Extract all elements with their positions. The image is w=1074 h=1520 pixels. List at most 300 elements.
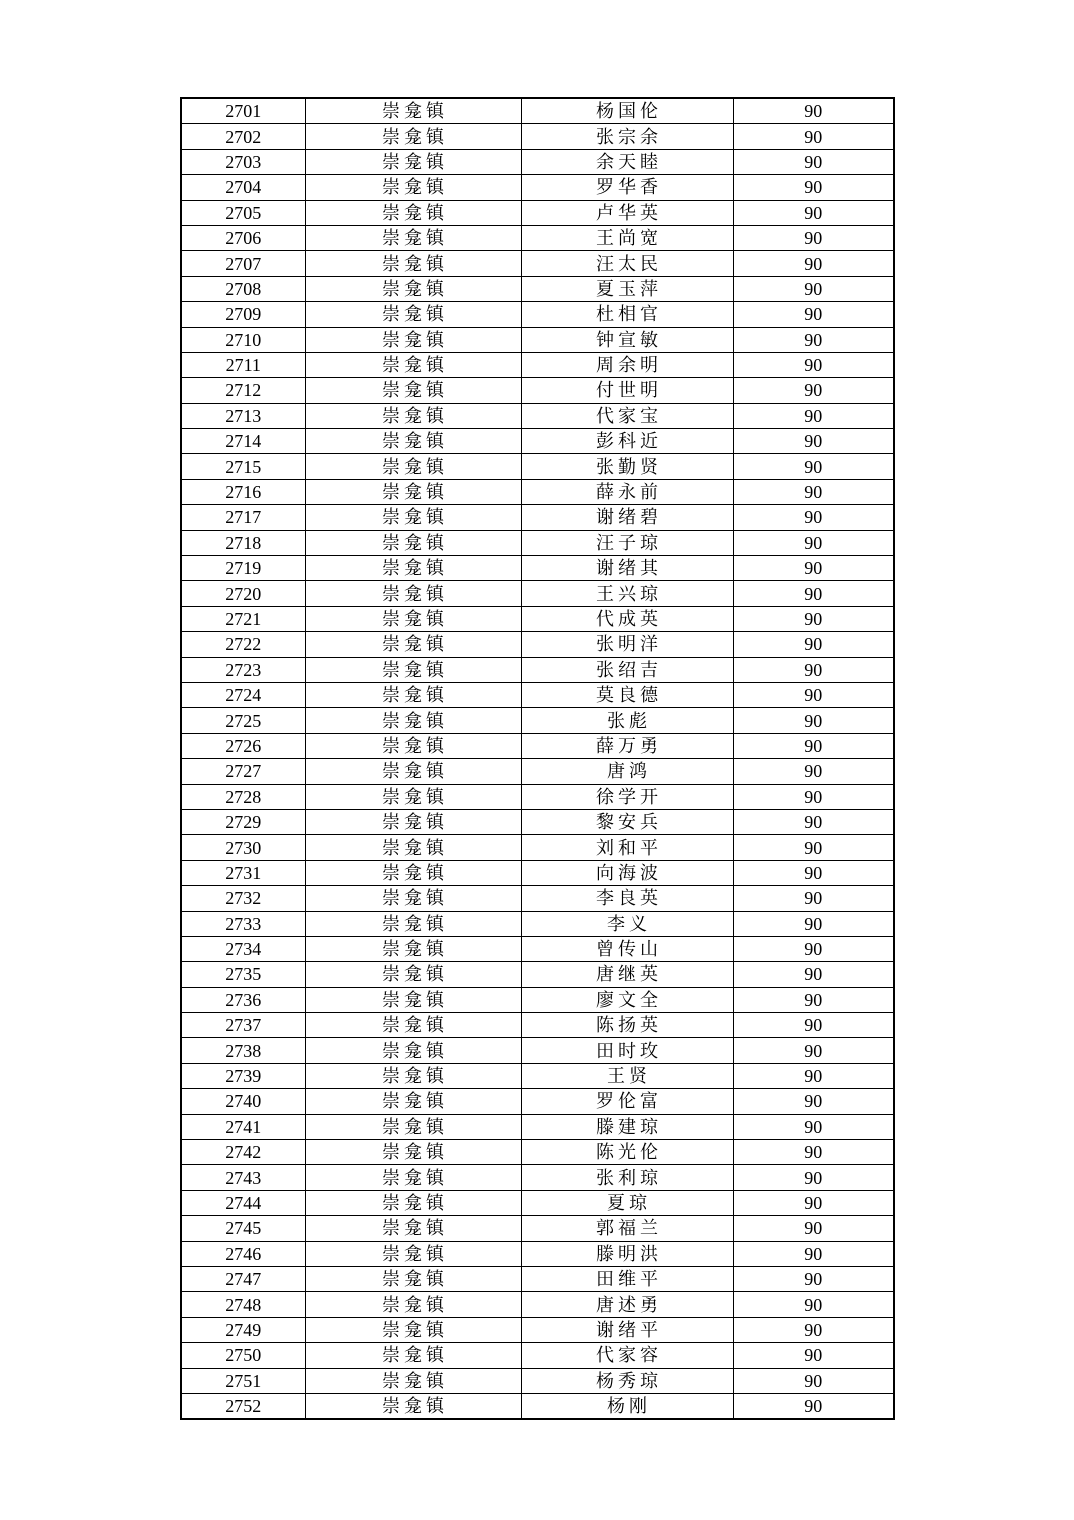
cell-name	[521, 530, 733, 555]
cell-town-text: 崇龛镇	[382, 989, 448, 1010]
cell-name-text: 王兴琼	[596, 583, 662, 604]
cell-town	[305, 835, 521, 860]
cell-number	[181, 403, 305, 428]
cell-name-text: 谢绪碧	[596, 507, 662, 528]
cell-name-text: 唐述勇	[596, 1294, 662, 1315]
cell-town	[305, 225, 521, 250]
cell-amount	[733, 149, 894, 174]
cell-number	[181, 505, 305, 530]
cell-name	[521, 632, 733, 657]
cell-amount-text: 90	[804, 1116, 823, 1137]
cell-amount-text: 90	[804, 228, 823, 249]
cell-name-text: 付世明	[596, 380, 662, 401]
cell-name-text: 代家容	[596, 1345, 662, 1366]
cell-amount-text: 90	[804, 126, 823, 147]
cell-name	[521, 1063, 733, 1088]
cell-name-text: 向海波	[596, 862, 662, 883]
cell-town	[305, 505, 521, 530]
cell-number-text: 2712	[225, 380, 262, 401]
cell-town	[305, 632, 521, 657]
cell-number-text: 2734	[225, 939, 262, 960]
cell-town-text: 崇龛镇	[382, 1370, 448, 1391]
cell-name-text: 张明洋	[596, 634, 662, 655]
cell-name	[521, 276, 733, 301]
cell-name-text: 郭福兰	[596, 1218, 662, 1239]
cell-name-text: 滕明洪	[596, 1243, 662, 1264]
cell-name	[521, 352, 733, 377]
table-row	[181, 759, 894, 784]
cell-town-text: 崇龛镇	[382, 1192, 448, 1213]
cell-town-text: 崇龛镇	[382, 862, 448, 883]
cell-number	[181, 1393, 305, 1419]
cell-town-text: 崇龛镇	[382, 202, 448, 223]
cell-name	[521, 708, 733, 733]
cell-town	[305, 1190, 521, 1215]
cell-name	[521, 200, 733, 225]
cell-name-text: 彭科近	[596, 431, 662, 452]
cell-name	[521, 1292, 733, 1317]
table-row	[181, 835, 894, 860]
cell-town	[305, 1343, 521, 1368]
cell-name	[521, 886, 733, 911]
table-row	[181, 784, 894, 809]
cell-town-text: 崇龛镇	[382, 583, 448, 604]
cell-number	[181, 429, 305, 454]
cell-town-text: 崇龛镇	[382, 1091, 448, 1112]
cell-number	[181, 733, 305, 758]
cell-town-text: 崇龛镇	[382, 609, 448, 629]
cell-name	[521, 759, 733, 784]
cell-number	[181, 1165, 305, 1190]
table-row	[181, 302, 894, 327]
cell-amount	[733, 1089, 894, 1114]
cell-name-text: 廖文全	[596, 989, 662, 1010]
cell-town-text: 崇龛镇	[382, 634, 448, 655]
cell-name-text: 徐学开	[596, 786, 662, 807]
cell-amount-text: 90	[804, 862, 823, 883]
cell-town	[305, 911, 521, 936]
table-row	[181, 936, 894, 961]
cell-town-text: 崇龛镇	[382, 355, 448, 376]
cell-name	[521, 225, 733, 250]
table-row	[181, 886, 894, 911]
cell-town-text: 崇龛镇	[382, 1066, 448, 1087]
cell-name	[521, 860, 733, 885]
cell-name-text: 汪子琼	[596, 532, 662, 553]
table-row	[181, 1368, 894, 1393]
cell-number-text: 2707	[225, 253, 262, 274]
table-row	[181, 1140, 894, 1165]
cell-name	[521, 835, 733, 860]
table-row	[181, 454, 894, 479]
table-row	[181, 175, 894, 200]
table-row	[181, 124, 894, 149]
cell-number	[181, 936, 305, 961]
cell-town	[305, 403, 521, 428]
table-row	[181, 276, 894, 301]
cell-town-text: 崇龛镇	[382, 126, 448, 147]
cell-amount-text: 90	[804, 431, 823, 452]
cell-number-text: 2738	[225, 1040, 262, 1061]
cell-number-text: 2744	[225, 1192, 262, 1213]
cell-amount	[733, 302, 894, 327]
cell-number-text: 2746	[225, 1243, 262, 1264]
table-row	[181, 733, 894, 758]
cell-amount	[733, 1165, 894, 1190]
table-row	[181, 251, 894, 276]
cell-number-text: 2726	[225, 735, 262, 756]
table-row	[181, 149, 894, 174]
cell-town-text: 崇龛镇	[382, 1142, 448, 1163]
cell-number	[181, 530, 305, 555]
table-row	[181, 1038, 894, 1063]
cell-name-text: 夏琼	[607, 1192, 651, 1213]
cell-amount	[733, 251, 894, 276]
cell-name	[521, 1393, 733, 1419]
table-row	[181, 606, 894, 631]
cell-town-text: 崇龛镇	[382, 735, 448, 756]
cell-name-text: 钟宣敏	[596, 329, 662, 350]
cell-name	[521, 124, 733, 149]
table-row	[181, 1089, 894, 1114]
cell-name	[521, 657, 733, 682]
cell-name	[521, 809, 733, 834]
table-row	[181, 581, 894, 606]
cell-amount-text: 90	[804, 329, 823, 350]
cell-name-text: 薛万勇	[596, 735, 662, 756]
cell-number-text: 2715	[225, 456, 262, 477]
cell-town-text: 崇龛镇	[382, 304, 448, 325]
table-row	[181, 505, 894, 530]
cell-number-text: 2736	[225, 989, 262, 1010]
cell-name-text: 莫良德	[596, 685, 662, 706]
cell-amount	[733, 682, 894, 707]
cell-amount-text: 90	[804, 837, 823, 858]
cell-town-text: 崇龛镇	[382, 888, 448, 909]
cell-number	[181, 1190, 305, 1215]
cell-amount-text: 90	[804, 583, 823, 604]
cell-amount	[733, 454, 894, 479]
cell-amount	[733, 479, 894, 504]
cell-name	[521, 1368, 733, 1393]
cell-number-text: 2703	[225, 151, 262, 172]
cell-town-text: 崇龛镇	[382, 177, 448, 198]
cell-number-text: 2720	[225, 583, 262, 604]
cell-town	[305, 352, 521, 377]
cell-number-text: 2718	[225, 532, 262, 553]
cell-name	[521, 733, 733, 758]
cell-number	[181, 657, 305, 682]
cell-town-text: 崇龛镇	[382, 659, 448, 680]
cell-name-text: 杨国伦	[596, 101, 662, 122]
table-row	[181, 911, 894, 936]
cell-number	[181, 860, 305, 885]
cell-number-text: 2725	[225, 710, 262, 731]
cell-town-text: 崇龛镇	[382, 1294, 448, 1315]
cell-town-text: 崇龛镇	[382, 1167, 448, 1188]
cell-town-text: 崇龛镇	[382, 558, 448, 579]
cell-amount	[733, 1038, 894, 1063]
cell-amount-text: 90	[804, 1396, 823, 1417]
cell-name-text: 杨刚	[607, 1396, 651, 1417]
cell-name-text: 余天睦	[596, 151, 662, 172]
cell-amount	[733, 378, 894, 403]
cell-name	[521, 454, 733, 479]
cell-number-text: 2748	[225, 1294, 262, 1315]
cell-number-text: 2737	[225, 1015, 262, 1036]
cell-name	[521, 98, 733, 124]
cell-number	[181, 682, 305, 707]
cell-number	[181, 124, 305, 149]
table-row	[181, 1343, 894, 1368]
cell-town	[305, 1013, 521, 1038]
cell-name-text: 陈扬英	[596, 1015, 662, 1036]
cell-town-text: 崇龛镇	[382, 1345, 448, 1366]
cell-amount	[733, 276, 894, 301]
cell-town	[305, 1140, 521, 1165]
cell-name-text: 李良英	[596, 888, 662, 909]
cell-number	[181, 1216, 305, 1241]
cell-name	[521, 556, 733, 581]
cell-amount-text: 90	[804, 1218, 823, 1239]
table-row	[181, 1216, 894, 1241]
data-table	[180, 97, 895, 1420]
cell-number-text: 2723	[225, 659, 262, 680]
cell-name-text: 田维平	[596, 1269, 662, 1290]
cell-town	[305, 987, 521, 1012]
cell-name-text: 唐继英	[596, 964, 662, 985]
cell-amount-text: 90	[804, 507, 823, 528]
cell-town-text: 崇龛镇	[382, 329, 448, 350]
cell-amount	[733, 606, 894, 631]
cell-amount	[733, 962, 894, 987]
cell-town-text: 崇龛镇	[382, 1015, 448, 1036]
cell-town	[305, 251, 521, 276]
cell-amount-text: 90	[804, 939, 823, 960]
cell-amount-text: 90	[804, 989, 823, 1010]
cell-number-text: 2729	[225, 812, 262, 833]
cell-name-text: 陈光伦	[596, 1142, 662, 1163]
cell-number	[181, 200, 305, 225]
cell-name	[521, 784, 733, 809]
cell-town	[305, 276, 521, 301]
cell-amount	[733, 1114, 894, 1139]
cell-town-text: 崇龛镇	[382, 964, 448, 985]
cell-town	[305, 733, 521, 758]
cell-town	[305, 1089, 521, 1114]
cell-number	[181, 225, 305, 250]
cell-town	[305, 1266, 521, 1291]
cell-amount	[733, 1368, 894, 1393]
cell-name	[521, 1190, 733, 1215]
cell-town-text: 崇龛镇	[382, 482, 448, 503]
cell-number-text: 2739	[225, 1066, 262, 1087]
cell-name	[521, 327, 733, 352]
cell-amount	[733, 1317, 894, 1342]
cell-amount-text: 90	[804, 812, 823, 833]
cell-number	[181, 835, 305, 860]
cell-town	[305, 1292, 521, 1317]
cell-number	[181, 809, 305, 834]
cell-town	[305, 1063, 521, 1088]
cell-amount-text: 90	[804, 1294, 823, 1315]
cell-number-text: 2701	[225, 101, 262, 122]
cell-number	[181, 556, 305, 581]
cell-amount	[733, 1190, 894, 1215]
cell-amount-text: 90	[804, 609, 823, 629]
cell-amount	[733, 505, 894, 530]
cell-town	[305, 606, 521, 631]
cell-name-text: 杜相官	[596, 304, 662, 325]
cell-number	[181, 352, 305, 377]
cell-town-text: 崇龛镇	[382, 1243, 448, 1264]
table-row	[181, 1241, 894, 1266]
cell-town	[305, 378, 521, 403]
cell-town-text: 崇龛镇	[382, 1218, 448, 1239]
cell-town-text: 崇龛镇	[382, 278, 448, 299]
table-row	[181, 225, 894, 250]
cell-town	[305, 1317, 521, 1342]
cell-number-text: 2730	[225, 837, 262, 858]
cell-amount-text: 90	[804, 913, 823, 934]
cell-amount	[733, 581, 894, 606]
cell-amount-text: 90	[804, 1319, 823, 1340]
cell-number	[181, 327, 305, 352]
cell-town-text: 崇龛镇	[382, 1319, 448, 1340]
cell-amount-text: 90	[804, 761, 823, 782]
cell-town-text: 崇龛镇	[382, 837, 448, 858]
table-row	[181, 987, 894, 1012]
cell-number-text: 2716	[225, 482, 262, 503]
cell-amount	[733, 1063, 894, 1088]
cell-amount-text: 90	[804, 1370, 823, 1391]
table-row	[181, 1063, 894, 1088]
cell-name	[521, 1013, 733, 1038]
table-row	[181, 1393, 894, 1419]
cell-number	[181, 784, 305, 809]
cell-name	[521, 962, 733, 987]
cell-town-text: 崇龛镇	[382, 812, 448, 833]
cell-number-text: 2706	[225, 228, 262, 249]
cell-name	[521, 429, 733, 454]
cell-amount-text: 90	[804, 1015, 823, 1036]
cell-amount	[733, 759, 894, 784]
cell-number	[181, 606, 305, 631]
cell-town	[305, 429, 521, 454]
cell-amount	[733, 556, 894, 581]
cell-name-text: 滕建琼	[596, 1116, 662, 1137]
cell-amount	[733, 886, 894, 911]
cell-amount-text: 90	[804, 888, 823, 909]
cell-name-text: 张绍吉	[596, 659, 662, 680]
cell-town-text: 崇龛镇	[382, 1269, 448, 1290]
cell-number-text: 2735	[225, 964, 262, 985]
cell-name	[521, 1241, 733, 1266]
cell-town-text: 崇龛镇	[382, 380, 448, 401]
cell-town-text: 崇龛镇	[382, 431, 448, 452]
cell-number	[181, 911, 305, 936]
table-row	[181, 1114, 894, 1139]
cell-amount	[733, 1241, 894, 1266]
cell-name-text: 黎安兵	[596, 812, 662, 833]
cell-name-text: 刘和平	[596, 837, 662, 858]
cell-number	[181, 1292, 305, 1317]
table-row	[181, 98, 894, 124]
cell-amount	[733, 1292, 894, 1317]
cell-amount	[733, 98, 894, 124]
cell-amount-text: 90	[804, 659, 823, 680]
cell-name	[521, 1343, 733, 1368]
cell-amount	[733, 911, 894, 936]
cell-number	[181, 454, 305, 479]
cell-number	[181, 632, 305, 657]
cell-amount-text: 90	[804, 482, 823, 503]
cell-amount-text: 90	[804, 1091, 823, 1112]
cell-amount	[733, 784, 894, 809]
cell-town	[305, 530, 521, 555]
cell-town	[305, 1216, 521, 1241]
cell-number-text: 2745	[225, 1218, 262, 1239]
cell-number	[181, 175, 305, 200]
cell-number-text: 2705	[225, 202, 262, 223]
cell-number-text: 2742	[225, 1142, 262, 1163]
cell-name-text: 罗华香	[596, 177, 662, 198]
cell-town	[305, 581, 521, 606]
cell-number	[181, 1241, 305, 1266]
cell-name-text: 代家宝	[596, 405, 662, 426]
cell-number-text: 2749	[225, 1319, 262, 1340]
cell-number	[181, 1317, 305, 1342]
cell-name-text: 张勤贤	[596, 456, 662, 477]
cell-amount-text: 90	[804, 710, 823, 731]
cell-number	[181, 987, 305, 1012]
table-row	[181, 327, 894, 352]
cell-name	[521, 1317, 733, 1342]
cell-number-text: 2702	[225, 126, 262, 147]
cell-number-text: 2732	[225, 888, 262, 909]
cell-town	[305, 1241, 521, 1266]
cell-town	[305, 682, 521, 707]
cell-amount-text: 90	[804, 1167, 823, 1188]
cell-number	[181, 1140, 305, 1165]
cell-amount-text: 90	[804, 304, 823, 325]
table-body	[181, 98, 894, 1419]
cell-number-text: 2708	[225, 278, 262, 299]
cell-name	[521, 581, 733, 606]
cell-name	[521, 378, 733, 403]
cell-amount-text: 90	[804, 1066, 823, 1087]
cell-number-text: 2740	[225, 1091, 262, 1112]
cell-town-text: 崇龛镇	[382, 786, 448, 807]
cell-number-text: 2747	[225, 1269, 262, 1290]
cell-amount-text: 90	[804, 151, 823, 172]
cell-name	[521, 1266, 733, 1291]
table-row	[181, 809, 894, 834]
cell-name-text: 谢绪平	[596, 1319, 662, 1340]
table-row	[181, 632, 894, 657]
cell-name	[521, 936, 733, 961]
cell-number-text: 2724	[225, 685, 262, 706]
cell-town-text: 崇龛镇	[382, 228, 448, 249]
cell-town-text: 崇龛镇	[382, 710, 448, 731]
cell-number-text: 2711	[225, 355, 261, 376]
cell-town	[305, 962, 521, 987]
cell-town-text: 崇龛镇	[382, 685, 448, 706]
cell-amount-text: 90	[804, 253, 823, 274]
cell-number-text: 2752	[225, 1396, 262, 1417]
cell-amount	[733, 733, 894, 758]
cell-number	[181, 1114, 305, 1139]
